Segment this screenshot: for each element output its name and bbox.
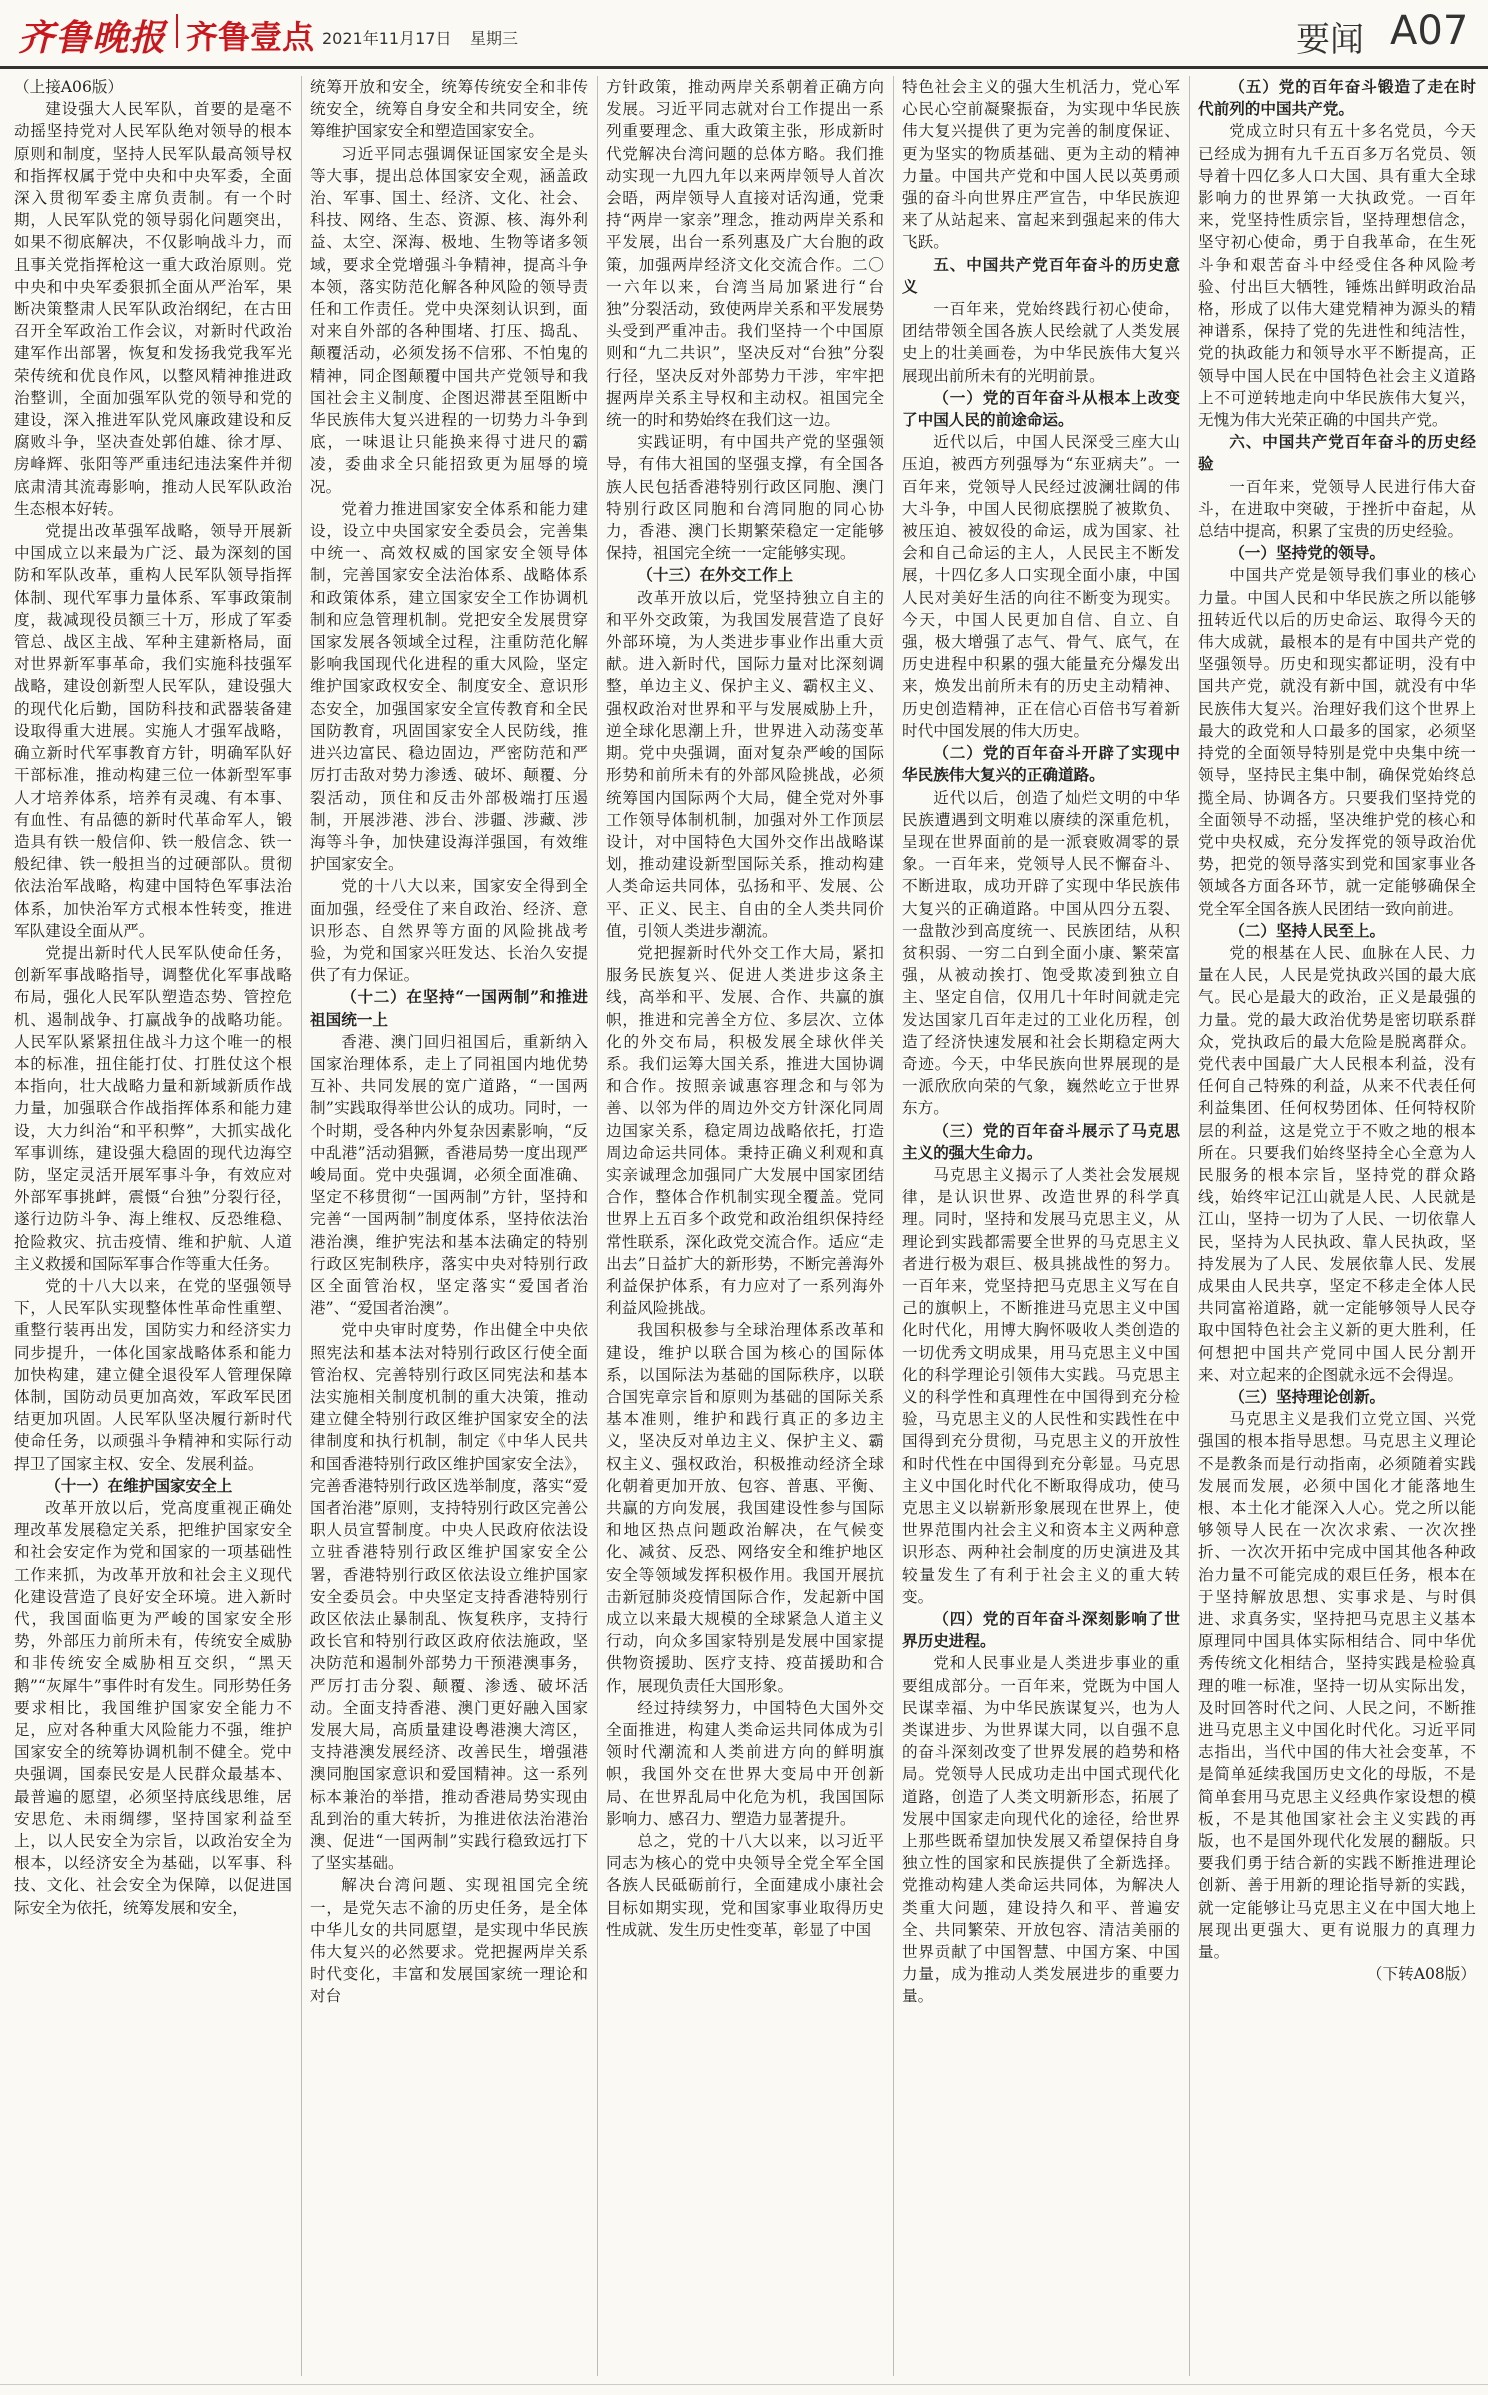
column-4 — [902, 76, 1180, 2376]
paragraph: 党中央审时度势，作出健全中央依照宪法和基本法对特别行政区行使全面管治权、完善特别行政区同宪法和基本法实施相关制度机制的重大决策，推动建立健全特别行政区维护国家安全的法律制度和执行机制，制定《中华人民共和国香港特别行政区维护国家安全法》，完善香港特别行政区选举制度，落实“爱国者治港”原则，支持特别行政区完善公职人员宣誓制度。中央人民政府依法设立驻香港特别行政区维护国家安全公署，香港特别行政区依法设立维护国家安全委员会。中央坚定支持香港特别行政区依法止暴制乱、恢复秩序，支持行政长官和特别行政区政府依法施政，坚决防范和遏制外部势力干预港澳事务，严厉打击分裂、颠覆、渗透、破坏活动。全面支持香港、澳门更好融入国家发展大局，高质量建设粤港澳大湾区，支持港澳发展经济、改善民生，增强港澳同胞国家意识和爱国精神。这一系列标本兼治的举措，推动香港局势实现由乱到治的重大转折，为推进依法治港治澳、促进“一国两制”实践行稳致远打下了坚实基础。 — [310, 1321, 588, 1873]
newspaper-logo: 齐鲁晚报 — [18, 17, 167, 59]
subsection-heading: （二）党的百年奋斗开辟了实现中华民族伟大复兴的正确道路。 — [902, 743, 1180, 785]
section-heading: （十三）在外交工作上 — [637, 565, 794, 585]
paragraph: 党成立时只有五十多名党员，今天已经成为拥有九千五百多万名党员、领导着十四亿多人口大国、具有重大全球影响力的世界第一大执政党。一百年来，党坚持性质宗旨，坚持理想信念，坚守初心使命，勇于自我革命，在生死斗争和艰苦奋斗中经受住各种风险考验、付出巨大牺牲，锤炼出鲜明政治品格，形成了以伟大建党精神为源头的精神谱系，保持了党的先进性和纯洁性，党的执政能力和领导水平不断提高，正领导中国人民在中国特色社会主义道路上不可逆转地走向中华民族伟大复兴，无愧为伟大光荣正确的中国共产党。 — [1198, 122, 1476, 430]
column-1 — [14, 76, 292, 2376]
subsection-heading: （三）党的百年奋斗展示了马克思主义的强大生命力。 — [902, 1120, 1180, 1162]
paragraph: 党提出新时代人民军队使命任务，创新军事战略指导，调整优化军事战略布局，强化人民军队塑造态势、管控危机、遏制战争、打赢战争的战略功能。人民军队紧紧扭住战斗力这个唯一的根本的标准，扭住能打仗、打胜仗这个根本指向，壮大战略力量和新域新质作战力量，加强联合作战指挥体系和能力建设，大力纠治“和平积弊”，大抓实战化军事训练，建设强大稳固的现代边海空防，坚定灵活开展军事斗争，有效应对外部军事挑衅，震慑“台独”分裂行径，遂行边防斗争、海上维权、反恐维稳、抢险救灾、抗击疫情、维和护航、人道主义救援和国际军事合作等重大任务。 — [14, 943, 292, 1273]
column-3 — [606, 76, 884, 2376]
logo-divider — [176, 14, 178, 48]
section-heading: 五、中国共产党百年奋斗的历史意义 — [902, 254, 1180, 296]
subsection-heading: （一）坚持党的领导。 — [1229, 543, 1386, 563]
subsection-heading: （二）坚持人民至上。 — [1229, 920, 1386, 940]
paragraph: 马克思主义揭示了人类社会发展规律，是认识世界、改造世界的科学真理。同时，坚持和发展马克思主义，从理论到实践都需要全世界的马克思主义者进行极为艰巨、极具挑战性的努力。一百年来，党坚持把马克思主义写在自己的旗帜上，不断推进马克思主义中国化时代化，用博大胸怀吸收人类创造的一切优秀文明成果，用马克思主义中国化的科学理论引领伟大实践。马克思主义的科学性和真理性在中国得到充分检验，马克思主义的人民性和实践性在中国得到充分贯彻，马克思主义的开放性和时代性在中国得到充分彰显。马克思主义中国化时代化不断取得成功，使马克思主义以崭新形象展现在世界上，使世界范围内社会主义和资本主义两种意识形态、两种社会制度的历史演进及其较量发生了有利于社会主义的重大转变。 — [902, 1165, 1180, 1606]
issue-weekday: 星期三 — [470, 29, 519, 48]
continuation-note: （上接A06版） — [14, 78, 124, 96]
subsection-heading: （四）党的百年奋斗深刻影响了世界历史进程。 — [902, 1609, 1180, 1651]
paragraph: 中国共产党是领导我们事业的核心力量。中国人民和中华民族之所以能够扭转近代以后的历史命运、取得今天的伟大成就，最根本的是有中国共产党的坚强领导。历史和现实都证明，没有中国共产党，就没有新中国，就没有中华民族伟大复兴。治理好我们这个世界上最大的政党和人口最多的国家，必须坚持党的全面领导特别是党中央集中统一领导，坚持民主集中制，确保党始终总揽全局、协调各方。只要我们坚持党的全面领导不动摇，坚决维护党的核心和党中央权威，充分发挥党的领导政治优势，把党的领导落实到党和国家事业各领域各方面各环节，就一定能够确保全党全军全国各族人民团结一致向前进。 — [1198, 566, 1476, 918]
paragraph: 建设强大人民军队，首要的是毫不动摇坚持党对人民军队绝对领导的根本原则和制度，坚持人民军队最高领导权和指挥权属于党中央和中央军委，全面深入贯彻军委主席负责制。有一个时期，人民军队党的领导弱化问题突出，如果不彻底解决，不仅影响战斗力，而且事关党指挥枪这一重大政治原则。党中央和中央军委狠抓全面从严治军，果断决策整肃人民军队政治纲纪，在古田召开全军政治工作会议，对新时代政治建军作出部署，恢复和发扬我党我军光荣传统和优良作风，以整风精神推进政治整训，全面加强军队党的领导和党的建设，深入推进军队党风廉政建设和反腐败斗争，坚决查处郭伯雄、徐才厚、房峰辉、张阳等严重违纪违法案件并彻底肃清其流毒影响，推动人民军队政治生态根本好转。 — [14, 100, 292, 518]
paragraph: 近代以后，中国人民深受三座大山压迫，被西方列强辱为“东亚病夫”。一百年来，党领导人民经过波澜壮阔的伟大斗争，中国人民彻底摆脱了被欺负、被压迫、被奴役的命运，成为国家、社会和自己命运的主人，人民民主不断发展，十四亿多人口实现全面小康，中国人民对美好生活的向往不断变为现实。今天，中国人民更加自信、自立、自强，极大增强了志气、骨气、底气，在历史进程中积累的强大能量充分爆发出来，焕发出前所未有的历史主动精神、历史创造精神，正在信心百倍书写着新时代中国发展的伟大历史。 — [902, 433, 1180, 740]
paragraph: 党的根基在人民、血脉在人民、力量在人民，人民是党执政兴国的最大底气。民心是最大的政治，正义是最强的力量。党的最大政治优势是密切联系群众，党执政后的最大危险是脱离群众。党代表中国最广大人民根本利益，没有任何自己特殊的利益，从来不代表任何利益集团、任何权势团体、任何特权阶层的利益，这是党立于不败之地的根本所在。只要我们始终坚持全心全意为人民服务的根本宗旨，坚持党的群众路线，始终牢记江山就是人民、人民就是江山，坚持一切为了人民、一切依靠人民，坚持为人民执政、靠人民执政，坚持发展为了人民、发展依靠人民、发展成果由人民共享，坚定不移走全体人民共同富裕道路，就一定能够领导人民夺取中国特色社会主义新的更大胜利，任何想把中国共产党同中国人民分割开来、对立起来的企图就永远不会得逞。 — [1198, 943, 1476, 1384]
paragraph: 方针政策，推动两岸关系朝着正确方向发展。习近平同志就对台工作提出一系列重要理念、重大政策主张，形成新时代党解决台湾问题的总体方略。我们推动实现一九四九年以来两岸领导人首次会晤，两岸领导人直接对话沟通，党秉持“两岸一家亲”理念，推动两岸关系和平发展，出台一系列惠及广大台胞的政策，加强两岸经济文化交流合作。二〇一六年以来，台湾当局加紧进行“台独”分裂活动，致使两岸关系和平发展势头受到严重冲击。我们坚持一个中国原则和“九二共识”，坚决反对“台独”分裂行径，坚决反对外部势力干涉，牢牢把握两岸关系主导权和主动权。祖国完全统一的时和势始终在我们这一边。 — [606, 78, 884, 430]
paragraph: 特色社会主义的强大生机活力，党心军心民心空前凝聚振奋，为实现中华民族伟大复兴提供了更为完善的制度保证、更为坚实的物质基础、更为主动的精神力量。中国共产党和中国人民以英勇顽强的奋斗向世界庄严宣告，中华民族迎来了从站起来、富起来到强起来的伟大飞跃。 — [902, 78, 1180, 252]
issue-date: 2021年11月17日 — [322, 29, 452, 48]
column-divider — [893, 76, 894, 2376]
app-logo: 齐鲁壹点 — [186, 18, 315, 56]
subsection-heading: （五）党的百年奋斗锻造了走在时代前列的中国共产党。 — [1198, 77, 1476, 119]
paragraph: 一百年来，党领导人民进行伟大奋斗，在进取中突破，于挫折中奋起，从总结中提高，积累了宝贵的历史经验。 — [1198, 477, 1476, 541]
paragraph: 总之，党的十八大以来，以习近平同志为核心的党中央领导全党全军全国各族人民砥砺前行，全面建成小康社会目标如期实现，党和国家事业取得历史性成就、发生历史性变革，彰显了中国 — [606, 1832, 884, 1939]
column-divider — [1189, 76, 1190, 2376]
paragraph: 改革开放以后，党坚持独立自主的和平外交政策，为我国发展营造了良好外部环境，为人类进步事业作出重大贡献。进入新时代，国际力量对比深刻调整，单边主义、保护主义、霸权主义、强权政治对世界和平与发展威胁上升，逆全球化思潮上升，世界进入动荡变革期。党中央强调，面对复杂严峻的国际形势和前所未有的外部风险挑战，必须统筹国内国际两个大局，健全党对外事工作领导体制机制，加强对外工作顶层设计，对中国特色大国外交作出战略谋划，推动建设新型国际关系，推动构建人类命运共同体，弘扬和平、发展、公平、正义、民主、自由的全人类共同价值，引领人类进步潮流。 — [606, 588, 884, 940]
paragraph: 党提出改革强军战略，领导开展新中国成立以来最为广泛、最为深刻的国防和军队改革，重构人民军队领导指挥体制、现代军事力量体系、军事政策制度，裁减现役员额三十万，形成了军委管总、战区主战、军种主建新格局，面对世界新军事革命，我们实施科技强军战略，建设创新型人民军队，建设强大的现代化后勤，国防科技和武器装备建设取得重大进展。实施人才强军战略，确立新时代军事教育方针，明确军队好干部标准，推动构建三位一体新型军事人才培养体系，培养有灵魂、有本事、有血性、有品德的新时代革命军人，锻造具有铁一般信仰、铁一般信念、铁一般纪律、铁一般担当的过硬部队。贯彻依法治军战略，构建中国特色军事法治体系，加快治军方式根本性转变，推进军队建设全面从严。 — [14, 522, 292, 940]
paragraph: 统筹开放和安全，统筹传统安全和非传统安全，统筹自身安全和共同安全，统筹维护国家安全和塑造国家安全。 — [310, 78, 588, 141]
section-heading: （十一）在维护国家安全上 — [45, 1475, 233, 1495]
paragraph: 党的十八大以来，国家安全得到全面加强，经受住了来自政治、经济、意识形态、自然界等方面的风险挑战考验，为党和国家兴旺发达、长治久安提供了有力保证。 — [310, 877, 588, 985]
paragraph: 习近平同志强调保证国家安全是头等大事，提出总体国家安全观，涵盖政治、军事、国土、经济、文化、社会、科技、网络、生态、资源、核、海外利益、太空、深海、极地、生物等诸多领域，要求全党增强斗争精神，提高斗争本领，落实防范化解各种风险的领导责任和工作责任。党中央深刻认识到，面对来自外部的各种围堵、打压、捣乱、颠覆活动，必须发扬不信邪、不怕鬼的精神，同企图颠覆中国共产党领导和我国社会主义制度、企图迟滞甚至阻断中华民族伟大复兴进程的一切势力斗争到底，一味退让只能换来得寸进尺的霸凌，委曲求全只能招致更为屈辱的境况。 — [310, 144, 588, 496]
paragraph: 实践证明，有中国共产党的坚强领导，有伟大祖国的坚强支撑，有全国各族人民包括香港特别行政区同胞、澳门特别行政区同胞和台湾同胞的同心协力，香港、澳门长期繁荣稳定一定能够保持，祖国完全统一一定能够实现。 — [606, 433, 884, 563]
paragraph: 党把握新时代外交工作大局，紧扣服务民族复兴、促进人类进步这条主线，高举和平、发展、合作、共赢的旗帜，推进和完善全方位、多层次、立体化的外交布局，积极发展全球伙伴关系。我们运筹大国关系，推进大国协调和合作。按照亲诚惠容理念和与邻为善、以邻为伴的周边外交方针深化同周边国家关系，稳定周边战略依托，打造周边命运共同体。秉持正确义利观和真实亲诚理念加强同广大发展中国家团结合作，整体合作机制实现全覆盖。党同世界上五百多个政党和政治组织保持经常性联系，深化政党交流合作。适应“走出去”日益扩大的新形势，不断完善海外利益保护体系，有力应对了一系列海外利益风险挑战。 — [606, 943, 884, 1318]
column-divider — [301, 76, 302, 2376]
section-heading: （十二）在坚持“一国两制”和推进祖国统一上 — [310, 987, 588, 1029]
column-2 — [310, 76, 588, 2376]
paragraph: 党的十八大以来，在党的坚强领导下，人民军队实现整体性革命性重塑、重整行装再出发，国防实力和经济实力同步提升，一体化国家战略体系和能力加快构建，建立健全退役军人管理保障体制，国防动员更加高效，军政军民团结更加巩固。人民军队坚决履行新时代使命任务，以顽强斗争精神和实际行动捍卫了国家主权、安全、发展利益。 — [14, 1276, 292, 1473]
page-header — [0, 0, 1488, 69]
section-name: 要闻 — [1296, 20, 1364, 60]
paragraph: 香港、澳门回归祖国后，重新纳入国家治理体系，走上了同祖国内地优势互补、共同发展的宽广道路，“一国两制”实践取得举世公认的成功。同时，一个时期，受各种内外复杂因素影响，“反中乱港”活动猖獗，香港局势一度出现严峻局面。党中央强调，必须全面准确、坚定不移贯彻“一国两制”方针，坚持和完善“一国两制”制度体系，坚持依法治港治澳，维护宪法和基本法确定的特别行政区宪制秩序，落实中央对特别行政区全面管治权，坚定落实“爱国者治港”、“爱国者治澳”。 — [310, 1032, 588, 1318]
paragraph: 经过持续努力，中国特色大国外交全面推进，构建人类命运共同体成为引领时代潮流和人类前进方向的鲜明旗帜，我国外交在世界大变局中开创新局、在世界乱局中化危为机，我国国际影响力、感召力、塑造力显著提升。 — [606, 1698, 884, 1828]
bottom-rule — [0, 2384, 1488, 2385]
column-5 — [1198, 76, 1476, 2376]
paragraph: 解决台湾问题、实现祖国完全统一，是党矢志不渝的历史任务，是全体中华儿女的共同愿望，是实现中华民族伟大复兴的必然要求。党把握两岸关系时代变化，丰富和发展国家统一理论和对台 — [310, 1876, 588, 2006]
paragraph: 近代以后，创造了灿烂文明的中华民族遭遇到文明难以赓续的深重危机，呈现在世界面前的是一派衰败凋零的景象。一百年来，党领导人民不懈奋斗、不断进取，成功开辟了实现中华民族伟大复兴的正确道路。中国从四分五裂、一盘散沙到高度统一、民族团结，从积贫积弱、一穷二白到全面小康、繁荣富强，从被动挨打、饱受欺凌到独立自主、坚定自信，仅用几十年时间就走完发达国家几百年走过的工业化历程，创造了经济快速发展和社会长期稳定两大奇迹。今天，中华民族向世界展现的是一派欣欣向荣的气象，巍然屹立于世界东方。 — [902, 788, 1180, 1118]
continuation-note: （下转A08版） — [1366, 1965, 1476, 1984]
page-number: A07 — [1390, 8, 1469, 54]
column-divider — [597, 76, 598, 2376]
article-columns — [14, 76, 1476, 2376]
subsection-heading: （三）坚持理论创新。 — [1229, 1386, 1386, 1406]
subsection-heading: （一）党的百年奋斗从根本上改变了中国人民的前途命运。 — [902, 387, 1180, 430]
paragraph: 我国积极参与全球治理体系改革和建设，维护以联合国为核心的国际体系，以国际法为基础的国际秩序，以联合国宪章宗旨和原则为基础的国际关系基本准则，维护和践行真正的多边主义，坚决反对单边主义、保护主义、霸权主义、强权政治，积极推动经济全球化朝着更加开放、包容、普惠、平衡、共赢的方向发展，我国建设性参与国际和地区热点问题政治解决，在气候变化、减贫、反恐、网络安全和维护地区安全等领域发挥积极作用。我国开展抗击新冠肺炎疫情国际合作，发起新中国成立以来最大规模的全球紧急人道主义行动，向众多国家特别是发展中国家提供物资援助、医疗支持、疫苗援助和合作，展现负责任大国形象。 — [606, 1321, 884, 1695]
paragraph: 党和人民事业是人类进步事业的重要组成部分。一百年来，党既为中国人民谋幸福、为中华民族谋复兴，也为人类谋进步、为世界谋大同，以自强不息的奋斗深刻改变了世界发展的趋势和格局。党领导人民成功走出中国式现代化道路，创造了人类文明新形态，拓展了发展中国家走向现代化的途径，给世界上那些既希望加快发展又希望保持自身独立性的国家和民族提供了全新选择。党推动构建人类命运共同体，为解决人类重大问题，建设持久和平、普遍安全、共同繁荣、开放包容、清洁美丽的世界贡献了中国智慧、中国方案、中国力量，成为推动人类发展进步的重要力量。 — [902, 1654, 1180, 2006]
paragraph: 一百年来，党始终践行初心使命，团结带领全国各族人民绘就了人类发展史上的壮美画卷，为中华民族伟大复兴展现出前所未有的光明前景。 — [902, 300, 1180, 385]
paragraph: 改革开放以后，党高度重视正确处理改革发展稳定关系，把维护国家安全和社会安定作为党和国家的一项基础性工作来抓，为改革开放和社会主义现代化建设营造了良好安全环境。进入新时代，我国面临更为严峻的国家安全形势，外部压力前所未有，传统安全威胁和非传统安全威胁相互交织，“黑天鹅”“灰犀牛”事件时有发生。同形势任务要求相比，我国维护国家安全能力不足，应对各种重大风险能力不强，维护国家安全的统筹协调机制不健全。党中央强调，国泰民安是人民群众最基本、最普遍的愿望，必须坚持底线思维，居安思危、未雨绸缪，坚持国家利益至上，以人民安全为宗旨，以政治安全为根本，以经济安全为基础，以军事、科技、文化、社会安全为保障，以促进国际安全为依托，统筹发展和安全， — [14, 1499, 292, 1917]
paragraph: 马克思主义是我们立党立国、兴党强国的根本指导思想。马克思主义理论不是教条而是行动指南，必须随着实践发展而发展，必须中国化才能落地生根、本土化才能深入人心。党之所以能够领导人民在一次次求索、一次次挫折、一次次开拓中完成中国其他各种政治力量不可能完成的艰巨任务，根本在于坚持解放思想、实事求是、与时俱进、求真务实，坚持把马克思主义基本原理同中国具体实际相结合、同中华优秀传统文化相结合，坚持实践是检验真理的唯一标准，坚持一切从实际出发，及时回答时代之问、人民之问，不断推进马克思主义中国化时代化。习近平同志指出，当代中国的伟大社会变革，不是简单延续我国历史文化的母版，不是简单套用马克思主义经典作家设想的模板，不是其他国家社会主义实践的再版，也不是国外现代化发展的翻版。只要我们勇于结合新的实践不断推进理论创新、善于用新的理论指导新的实践，就一定能够让马克思主义在中国大地上展现出更强大、更有说服力的真理力量。 — [1198, 1410, 1476, 1962]
section-heading: 六、中国共产党百年奋斗的历史经验 — [1198, 432, 1476, 474]
paragraph: 党着力推进国家安全体系和能力建设，设立中央国家安全委员会，完善集中统一、高效权威的国家安全领导体制，完善国家安全法治体系、战略体系和政策体系，建立国家安全工作协调机制和应急管理机制。党把安全发展贯穿国家发展各领域全过程，注重防范化解影响我国现代化进程的重大风险，坚定维护国家政权安全、制度安全、意识形态安全，加强国家安全宣传教育和全民国防教育，巩固国家安全人民防线，推进兴边富民、稳边固边，严密防范和严厉打击敌对势力渗透、破坏、颠覆、分裂活动，顶住和反击外部极端打压遏制，开展涉港、涉台、涉疆、涉藏、涉海等斗争，加快建设海洋强国，有效维护国家安全。 — [310, 499, 588, 874]
